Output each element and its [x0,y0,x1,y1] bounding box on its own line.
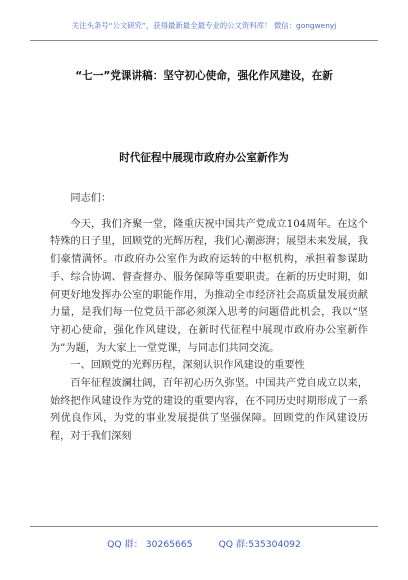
paragraph-history: 百年征程波澜壮阔，百年初心历久弥坚。中国共产党自成立以来，始终把作风建设作为党的建设的重要内容，在不同历史时期形成了一系列优良作风，为党的事业发展提供了坚强保障。回顾党的作风建设历程，对于我们深刻 [50,378,368,443]
qq-group-2: QQ 群:535304092 [218,539,301,550]
footer-divider [30,526,378,527]
document-body [50,190,368,446]
footer-contact [0,536,408,550]
section-heading: 一、回顾党的光辉历程，深刻认识作风建设的重要性 [70,360,305,372]
header-banner: 关注头条号“公文研究”，获得最新最全最专业的公文资料库！ 微信：gongwenyj [71,21,337,30]
qq-group-1: QQ 群： 30265665 [107,539,193,550]
salutation: 同志们： [70,193,112,204]
document-title-line-2: 时代征程中展现市政府办公室新作为 [119,152,289,164]
paragraph-intro: 今天，我们齐聚一堂，隆重庆祝中国共产党成立104周年。在这个特殊的日子里，回顾党的光辉历程，我们心潮澎湃；展望未来发展，我们豪情满怀。市政府办公室作为政府运转的中枢机构，承担着参谋助手、综合协调、督查督办、服务保障等重要职责。在新的历史时期，如何更好地发挥办公室的职能作用，为推动全市经济社会高质量发展贡献力量，是我们每一位党员干部必须深入思考的问题借此机会，我以“坚守初心使命，强化作风建设，在新时代征程中展现市政府办公室新作为”为题，为大家上一堂党课，与同志们共同交流。 [50,218,368,354]
document-title-line-1: “七一”党课讲稿：坚守初心使命，强化作风建设，在新 [75,70,333,82]
header-divider [30,40,378,41]
